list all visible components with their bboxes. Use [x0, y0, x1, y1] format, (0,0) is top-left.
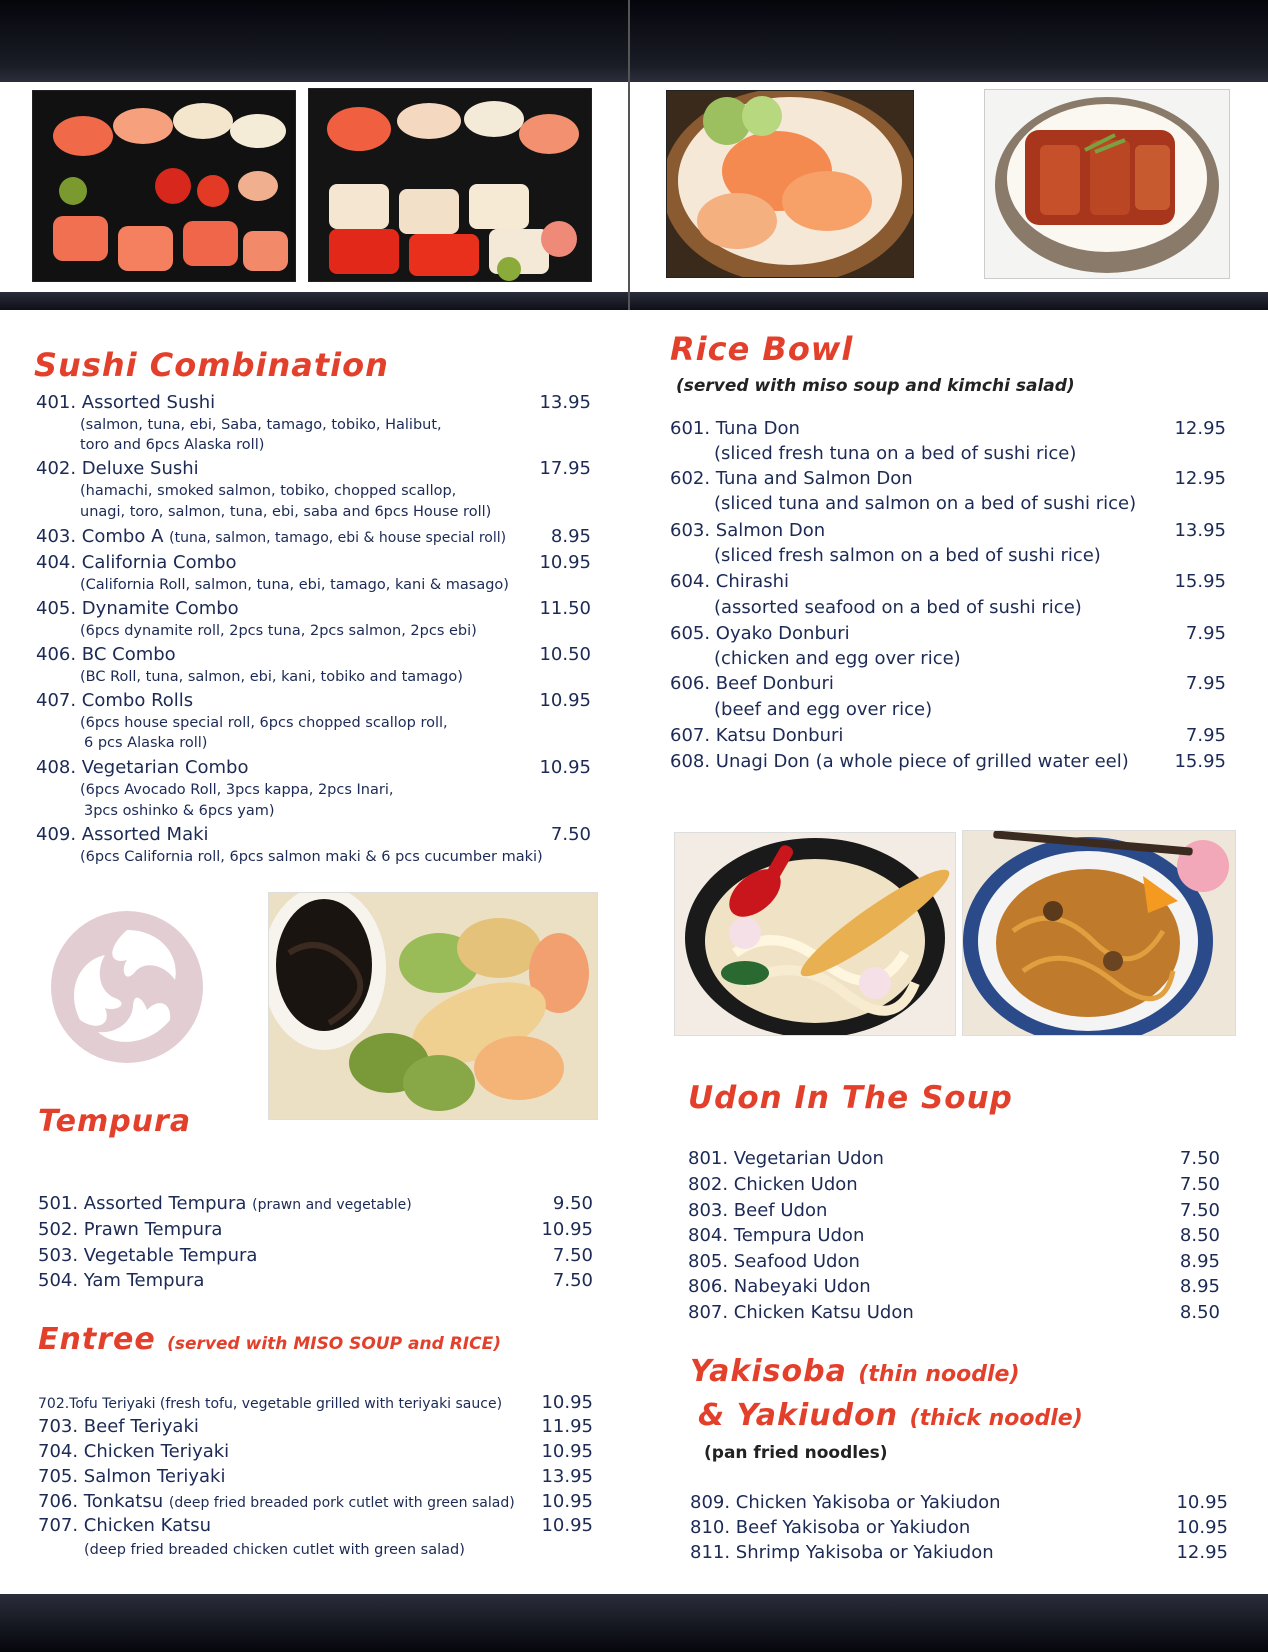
item-price: 10.95 — [541, 1219, 593, 1240]
menu-item-406 — [36, 644, 591, 665]
item-description: (salmon, tuna, ebi, Saba, tamago, tobiko, Halibut, — [80, 417, 442, 433]
menu-item-503 — [38, 1245, 593, 1266]
item-price: 7.50 — [552, 1245, 593, 1266]
yakiudon-heading — [698, 1398, 1083, 1433]
salmon-don-photo — [666, 90, 914, 278]
menu-item-807 — [688, 1302, 1220, 1323]
item-name: 502. Prawn Tempura — [38, 1219, 223, 1240]
menu-item-606 — [670, 673, 1226, 694]
menu-item-601 — [670, 418, 1226, 439]
item-price: 10.95 — [539, 690, 591, 711]
yakisoba-note: (thin noodle) — [858, 1362, 1020, 1387]
top-border-band — [0, 0, 1268, 82]
item-price: 13.95 — [539, 392, 591, 413]
menu-item-501 — [38, 1193, 593, 1214]
item-name: 805. Seafood Udon — [688, 1251, 860, 1272]
item-name: 407. Combo Rolls — [36, 690, 194, 711]
item-name: 607. Katsu Donburi — [670, 725, 844, 746]
item-price: 12.95 — [1176, 1542, 1228, 1563]
item-price: 7.50 — [1179, 1148, 1220, 1169]
item-price: 10.95 — [541, 1491, 593, 1512]
menu-item-607 — [670, 725, 1226, 746]
item-description: (sliced fresh tuna on a bed of sushi rice) — [714, 443, 1077, 464]
item-price: 10.95 — [541, 1441, 593, 1462]
menu-item-605 — [670, 623, 1226, 644]
item-description: (6pcs California roll, 6pcs salmon maki & 6 pcs cucumber maki) — [80, 849, 543, 865]
item-name: 603. Salmon Don — [670, 520, 826, 541]
yakiudon-note: (thick noodle) — [909, 1406, 1083, 1431]
item-description: (chicken and egg over rice) — [714, 648, 961, 669]
item-price: 8.50 — [1179, 1225, 1220, 1246]
menu-item-602 — [670, 468, 1226, 489]
item-name: 809. Chicken Yakisoba or Yakiudon — [690, 1492, 1001, 1513]
item-name: 504. Yam Tempura — [38, 1270, 205, 1291]
sushi-combination-heading: Sushi Combination — [34, 346, 389, 384]
menu-item-801 — [688, 1148, 1220, 1169]
menu-item-702 — [38, 1392, 593, 1413]
yakisoba-photo — [962, 830, 1236, 1036]
item-name: 707. Chicken Katsu — [38, 1515, 212, 1536]
item-price: 7.95 — [1185, 725, 1226, 746]
yakisoba-subtitle: (pan fried noodles) — [704, 1443, 888, 1463]
yakisoba-heading — [690, 1354, 1020, 1389]
menu-item-802 — [688, 1174, 1220, 1195]
menu-item-810 — [690, 1517, 1228, 1538]
item-description: (BC Roll, tuna, salmon, ebi, kani, tobiko and tamago) — [80, 669, 463, 685]
item-name: 810. Beef Yakisoba or Yakiudon — [690, 1517, 971, 1538]
menu-item-402 — [36, 458, 591, 479]
item-name: 605. Oyako Donburi — [670, 623, 850, 644]
item-name: 401. Assorted Sushi — [36, 392, 216, 413]
menu-item-401 — [36, 392, 591, 413]
item-description: toro and 6pcs Alaska roll) — [80, 437, 265, 453]
tomoe-logo-icon — [50, 910, 204, 1064]
item-name: 806. Nabeyaki Udon — [688, 1276, 871, 1297]
item-price: 7.50 — [552, 1270, 593, 1291]
item-name: 802. Chicken Udon — [688, 1174, 858, 1195]
udon-soup-photo — [674, 832, 956, 1036]
photo-strip-bottom-band — [0, 292, 1268, 310]
tempura-photo — [268, 892, 598, 1120]
item-price: 10.95 — [539, 552, 591, 573]
entree-heading — [38, 1322, 501, 1357]
entree-title: Entree — [38, 1322, 156, 1357]
item-price: 17.95 — [539, 458, 591, 479]
item-description: (6pcs Avocado Roll, 3pcs kappa, 2pcs Inari, — [80, 782, 394, 798]
menu-item-806 — [688, 1276, 1220, 1297]
menu-item-705 — [38, 1466, 593, 1487]
item-name: 405. Dynamite Combo — [36, 598, 239, 619]
item-price: 7.95 — [1185, 623, 1226, 644]
rice-bowl-heading: Rice Bowl — [670, 330, 854, 368]
item-price: 7.50 — [1179, 1200, 1220, 1221]
item-price: 8.95 — [1179, 1276, 1220, 1297]
item-name: 703. Beef Teriyaki — [38, 1416, 199, 1437]
item-description: (sliced fresh salmon on a bed of sushi rice) — [714, 545, 1101, 566]
menu-item-408 — [36, 757, 591, 778]
item-price: 15.95 — [1174, 571, 1226, 592]
menu-item-604 — [670, 571, 1226, 592]
item-name: 608. Unagi Don (a whole piece of grilled water eel) — [670, 751, 1129, 772]
item-name: 702.Tofu Teriyaki (fresh tofu, vegetable grilled with teriyaki sauce) — [38, 1396, 503, 1412]
item-name: 705. Salmon Teriyaki — [38, 1466, 226, 1487]
item-description: unagi, toro, salmon, tuna, ebi, saba and 6pcs House roll) — [80, 504, 492, 520]
item-name: 501. Assorted Tempura — [38, 1193, 247, 1214]
item-description: (tuna, salmon, tamago, ebi & house special roll) — [169, 530, 507, 546]
menu-item-404 — [36, 552, 591, 573]
item-price: 13.95 — [541, 1466, 593, 1487]
item-description: (deep fried breaded chicken cutlet with green salad) — [84, 1542, 465, 1558]
entree-note: (served with MISO SOUP and RICE) — [167, 1334, 501, 1354]
item-price: 13.95 — [1174, 520, 1226, 541]
item-name: 403. Combo A — [36, 526, 164, 547]
item-price: 11.95 — [541, 1416, 593, 1437]
item-description: 6 pcs Alaska roll) — [84, 735, 208, 751]
item-name: 404. California Combo — [36, 552, 237, 573]
sushi-platter-photo-2 — [308, 88, 592, 282]
item-name: 409. Assorted Maki — [36, 824, 209, 845]
item-description: (California Roll, salmon, tuna, ebi, tamago, kani & masago) — [80, 577, 509, 593]
menu-item-804 — [688, 1225, 1220, 1246]
menu-item-704 — [38, 1441, 593, 1462]
item-description: (beef and egg over rice) — [714, 699, 933, 720]
item-name: 503. Vegetable Tempura — [38, 1245, 258, 1266]
item-description: (prawn and vegetable) — [252, 1197, 412, 1213]
menu-item-707 — [38, 1515, 593, 1536]
item-description: (6pcs house special roll, 6pcs chopped scallop roll, — [80, 715, 448, 731]
item-name: 606. Beef Donburi — [670, 673, 834, 694]
item-description: (sliced tuna and salmon on a bed of sushi rice) — [714, 493, 1137, 514]
item-price: 9.50 — [552, 1193, 593, 1214]
item-name: 402. Deluxe Sushi — [36, 458, 199, 479]
menu-item-703 — [38, 1416, 593, 1437]
item-name: 601. Tuna Don — [670, 418, 800, 439]
yakiudon-title: & Yakiudon — [698, 1398, 899, 1433]
item-name: 811. Shrimp Yakisoba or Yakiudon — [690, 1542, 994, 1563]
page-fold-line — [628, 0, 630, 310]
unagi-don-photo — [984, 89, 1230, 279]
item-name: 408. Vegetarian Combo — [36, 757, 249, 778]
item-name: 706. Tonkatsu — [38, 1491, 164, 1512]
item-price: 12.95 — [1174, 418, 1226, 439]
menu-item-811 — [690, 1542, 1228, 1563]
item-price: 11.50 — [539, 598, 591, 619]
tempura-heading: Tempura — [38, 1104, 192, 1139]
item-price: 10.95 — [541, 1392, 593, 1413]
item-description: (assorted seafood on a bed of sushi rice) — [714, 597, 1082, 618]
item-name: 602. Tuna and Salmon Don — [670, 468, 913, 489]
item-price: 8.50 — [1179, 1302, 1220, 1323]
item-price: 10.95 — [541, 1515, 593, 1536]
menu-item-405 — [36, 598, 591, 619]
menu-item-407 — [36, 690, 591, 711]
menu-item-809 — [690, 1492, 1228, 1513]
item-name: 807. Chicken Katsu Udon — [688, 1302, 914, 1323]
item-description: (hamachi, smoked salmon, tobiko, chopped scallop, — [80, 483, 457, 499]
item-price: 8.95 — [1179, 1251, 1220, 1272]
item-price: 12.95 — [1174, 468, 1226, 489]
item-price: 10.95 — [1176, 1517, 1228, 1538]
udon-heading: Udon In The Soup — [688, 1080, 1013, 1116]
item-name: 801. Vegetarian Udon — [688, 1148, 884, 1169]
yakisoba-title: Yakisoba — [690, 1354, 847, 1389]
bottom-border-band — [0, 1594, 1268, 1652]
menu-item-805 — [688, 1251, 1220, 1272]
menu-item-603 — [670, 520, 1226, 541]
item-price: 7.50 — [1179, 1174, 1220, 1195]
item-price: 7.50 — [550, 824, 591, 845]
menu-item-706 — [38, 1491, 593, 1512]
item-price: 10.95 — [539, 757, 591, 778]
item-name: 803. Beef Udon — [688, 1200, 828, 1221]
menu-item-504 — [38, 1270, 593, 1291]
menu-item-803 — [688, 1200, 1220, 1221]
item-name: 704. Chicken Teriyaki — [38, 1441, 230, 1462]
item-name: 406. BC Combo — [36, 644, 176, 665]
item-name: 804. Tempura Udon — [688, 1225, 865, 1246]
menu-item-502 — [38, 1219, 593, 1240]
item-name: 604. Chirashi — [670, 571, 789, 592]
item-price: 10.50 — [539, 644, 591, 665]
item-description: (6pcs dynamite roll, 2pcs tuna, 2pcs salmon, 2pcs ebi) — [80, 623, 477, 639]
menu-item-608 — [670, 751, 1226, 772]
item-price: 15.95 — [1174, 751, 1226, 772]
item-description: (deep fried breaded pork cutlet with green salad) — [168, 1495, 515, 1511]
item-price: 10.95 — [1176, 1492, 1228, 1513]
rice-bowl-subtitle: (served with miso soup and kimchi salad) — [676, 376, 1075, 396]
menu-item-403 — [36, 526, 591, 547]
menu-item-409 — [36, 824, 591, 845]
item-description: 3pcs oshinko & 6pcs yam) — [84, 803, 275, 819]
sushi-platter-photo-1 — [32, 90, 296, 282]
item-price: 7.95 — [1185, 673, 1226, 694]
item-price: 8.95 — [550, 526, 591, 547]
